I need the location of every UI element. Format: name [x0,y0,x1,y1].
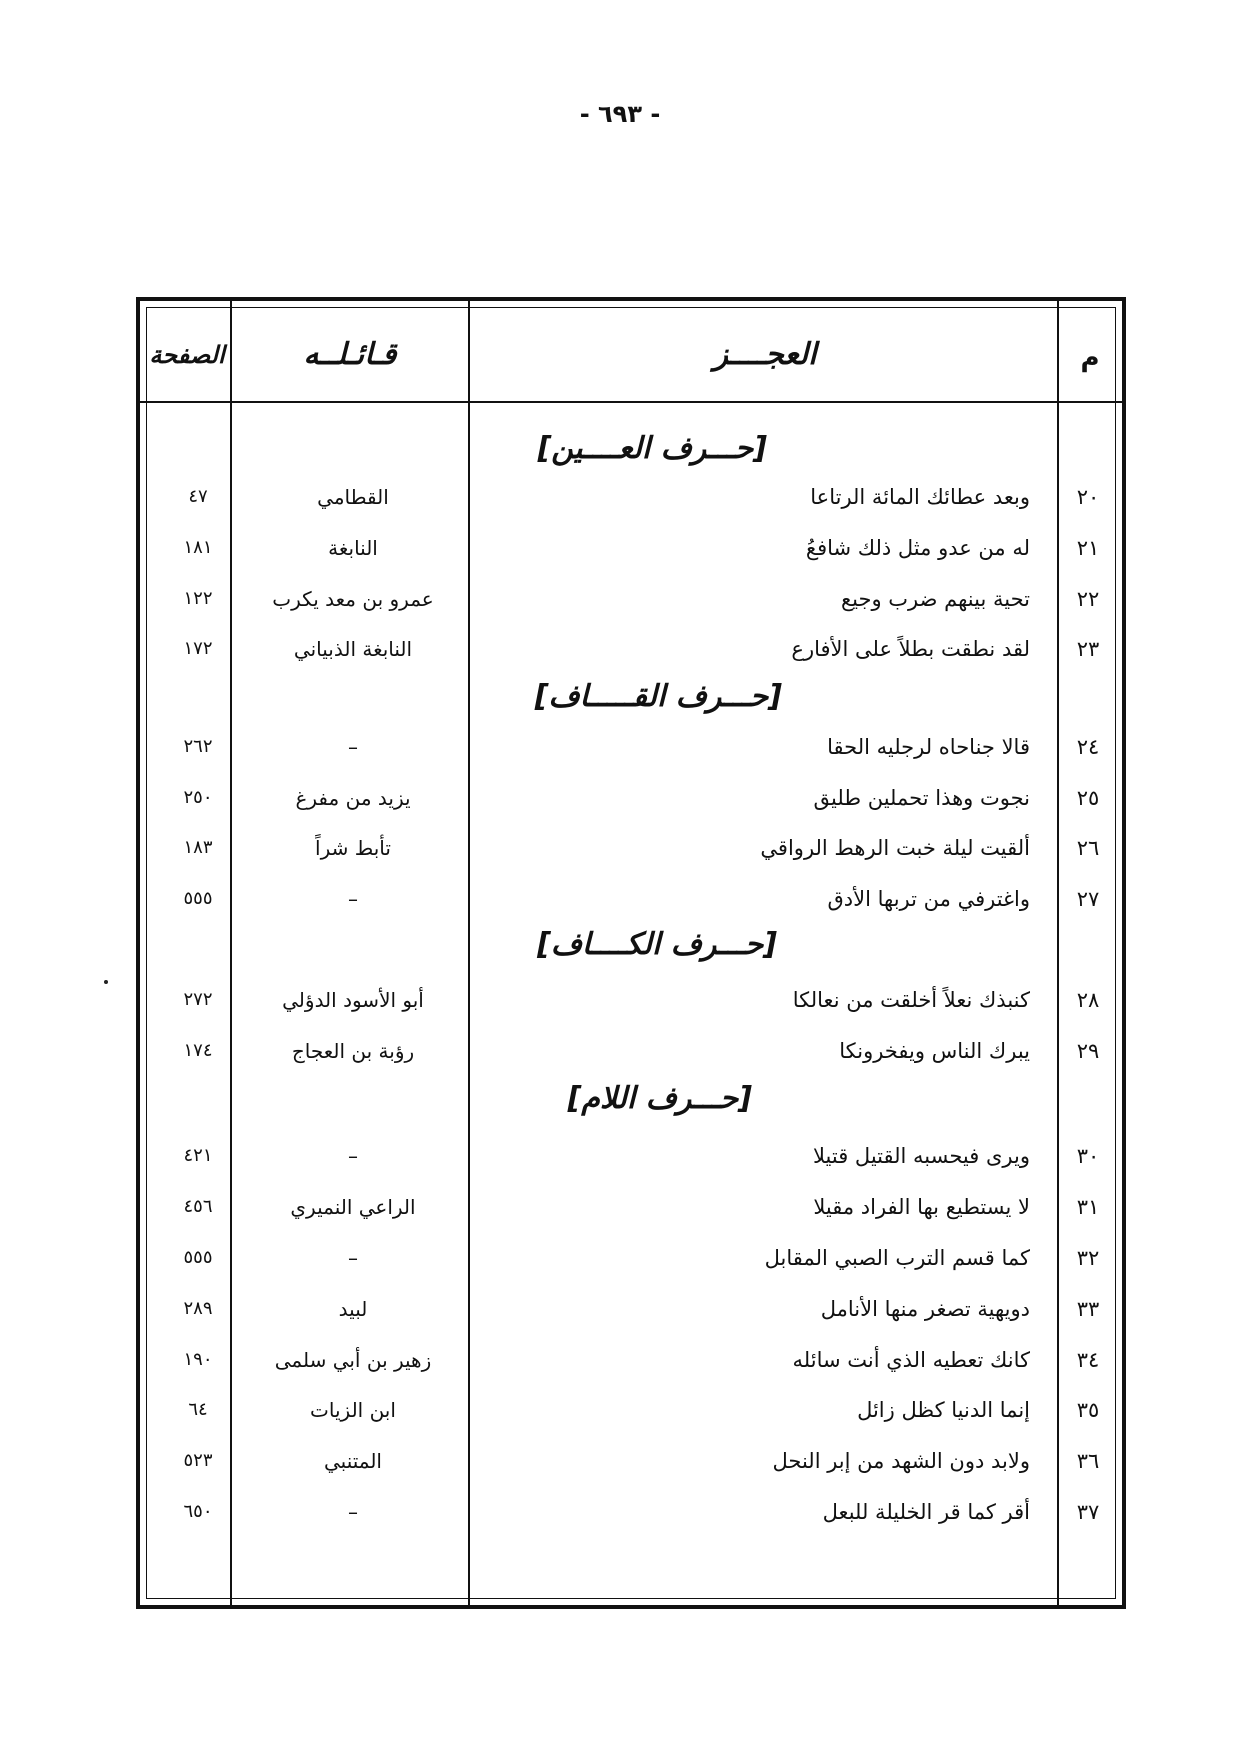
row-number: ٢٦ [1076,836,1100,860]
row-number: ٢٨ [1076,988,1100,1012]
row-page: ٢٥٠ [183,787,213,808]
row-verse: تحية بينهم ضرب وجيع [840,587,1030,611]
row-page: ١٧٤ [183,1040,213,1061]
row-page: ٥٢٣ [183,1450,213,1471]
row-verse: كانك تعطيه الذي أنت سائله [792,1348,1030,1372]
row-page: ١٧٢ [183,638,213,659]
row-poet: – [348,887,358,911]
row-verse: دويهية تصغر منها الأنامل [820,1297,1030,1321]
row-page: ١٨٣ [183,837,213,858]
header-poet: قـائـلــه [303,337,397,372]
table-row [140,982,1130,1018]
row-verse: ويرى فيحسبه القتيل قتيلا [813,1144,1030,1168]
row-poet: – [348,1500,358,1524]
row-verse: قالا جناحاه لرجليه الحقا [827,735,1030,759]
header-page: الصفحة [149,341,225,369]
table-row [140,1392,1130,1428]
table-row [140,1033,1130,1069]
row-verse: لقد نطقت بطلاً على الأفارع [791,637,1030,661]
row-poet: القطامي [317,485,389,509]
row-number: ٢١ [1076,536,1100,560]
row-verse: ولابد دون الشهد من إبر النحل [772,1449,1030,1473]
row-number: ٢٧ [1076,887,1100,911]
row-page: ٢٨٩ [183,1298,213,1319]
row-poet: المتنبي [324,1449,382,1473]
row-verse: يبرك الناس ويفخرونكا [839,1039,1030,1063]
row-number: ٣١ [1076,1195,1100,1219]
row-verse: كنبذك نعلاً أخلقت من نعالكا [792,988,1030,1012]
row-verse: كما قسم الترب الصبي المقابل [764,1246,1030,1270]
row-poet: أبو الأسود الدؤلي [282,988,424,1012]
table-row [140,1138,1130,1174]
row-number: ٢٢ [1076,587,1100,611]
row-number: ٣٢ [1076,1246,1100,1270]
row-page: ٦٥٠ [183,1501,213,1522]
table-row [140,1189,1130,1225]
table-row [140,479,1130,515]
row-page: ٦٤ [188,1399,208,1420]
row-page: ٤٢١ [183,1145,213,1166]
row-poet: النابغة [328,536,378,560]
table-row [140,1443,1130,1479]
table-row [140,881,1130,917]
table-row [140,631,1130,667]
row-page: ٢٧٢ [183,989,213,1010]
row-page: ٥٥٥ [183,888,213,909]
table-row [140,1494,1130,1530]
section-title-kaf: [حـــرف الكــــاف] [537,927,777,962]
row-poet: زهير بن أبي سلمى [274,1348,432,1372]
row-page: ٤٧ [188,486,208,507]
section-title-ain: [حـــرف العــــين] [537,431,767,466]
row-poet: الراعي النميري [290,1195,416,1219]
row-poet: النابغة الذبياني [293,637,413,661]
row-poet: رؤبة بن العجاج [291,1039,415,1063]
row-poet: لبيد [338,1297,368,1321]
row-page: ٥٥٥ [183,1247,213,1268]
row-number: ٣٣ [1076,1297,1100,1321]
row-number: ٣٤ [1076,1348,1100,1372]
section-title-qaf: [حـــرف القـــــاف] [534,679,782,714]
row-number: ٢٥ [1076,786,1100,810]
row-page: ١٨١ [183,537,213,558]
row-verse: له من عدو مثل ذلك شافعُ [805,536,1030,560]
row-number: ٣٠ [1076,1144,1100,1168]
row-verse: وبعد عطائك المائة الرتاعا [810,485,1030,509]
row-verse: لا يستطيع بها الفراد مقيلا [813,1195,1030,1219]
header-number: م [1080,343,1100,373]
row-page: ٤٥٦ [183,1196,213,1217]
row-number: ٣٥ [1076,1398,1100,1422]
row-verse: ألقيت ليلة خبت الرهط الرواقي [760,836,1030,860]
row-poet: عمرو بن معد يكرب [272,587,434,611]
row-poet: ابن الزيات [310,1398,396,1422]
header-verse: العجــــز [713,337,817,372]
header-divider [140,401,1122,403]
table-row [140,729,1130,765]
table-row [140,581,1130,617]
table-row [140,1342,1130,1378]
row-verse: نجوت وهذا تحملين طليق [813,786,1030,810]
row-number: ٢٩ [1076,1039,1100,1063]
row-poet: تأبط شراً [315,836,391,860]
row-verse: أقر كما قر الخليلة للبعل [822,1500,1030,1524]
row-verse: واغترفي من تربها الأدق [827,887,1030,911]
row-poet: – [348,1246,358,1270]
table-row [140,780,1130,816]
row-poet: – [348,735,358,759]
section-title-lam: [حـــرف اللام] [567,1081,752,1116]
row-page: ١٩٠ [183,1349,213,1370]
page-number: - ٦٩٣ - [579,100,661,128]
row-number: ٣٦ [1076,1449,1100,1473]
row-number: ٢٠ [1076,485,1100,509]
row-poet: يزيد من مفرغ [295,786,411,810]
table-frame [136,297,1126,1609]
row-number: ٢٤ [1076,735,1100,759]
table-row [140,1291,1130,1327]
table-row [140,1240,1130,1276]
row-page: ١٢٢ [183,588,213,609]
table-row [140,530,1130,566]
table-row [140,830,1130,866]
row-page: ٢٦٢ [183,736,213,757]
scan-speck [104,980,108,984]
row-number: ٣٧ [1076,1500,1100,1524]
row-number: ٢٣ [1076,637,1100,661]
row-poet: – [348,1144,358,1168]
row-verse: إنما الدنيا كظل زائل [857,1398,1030,1422]
